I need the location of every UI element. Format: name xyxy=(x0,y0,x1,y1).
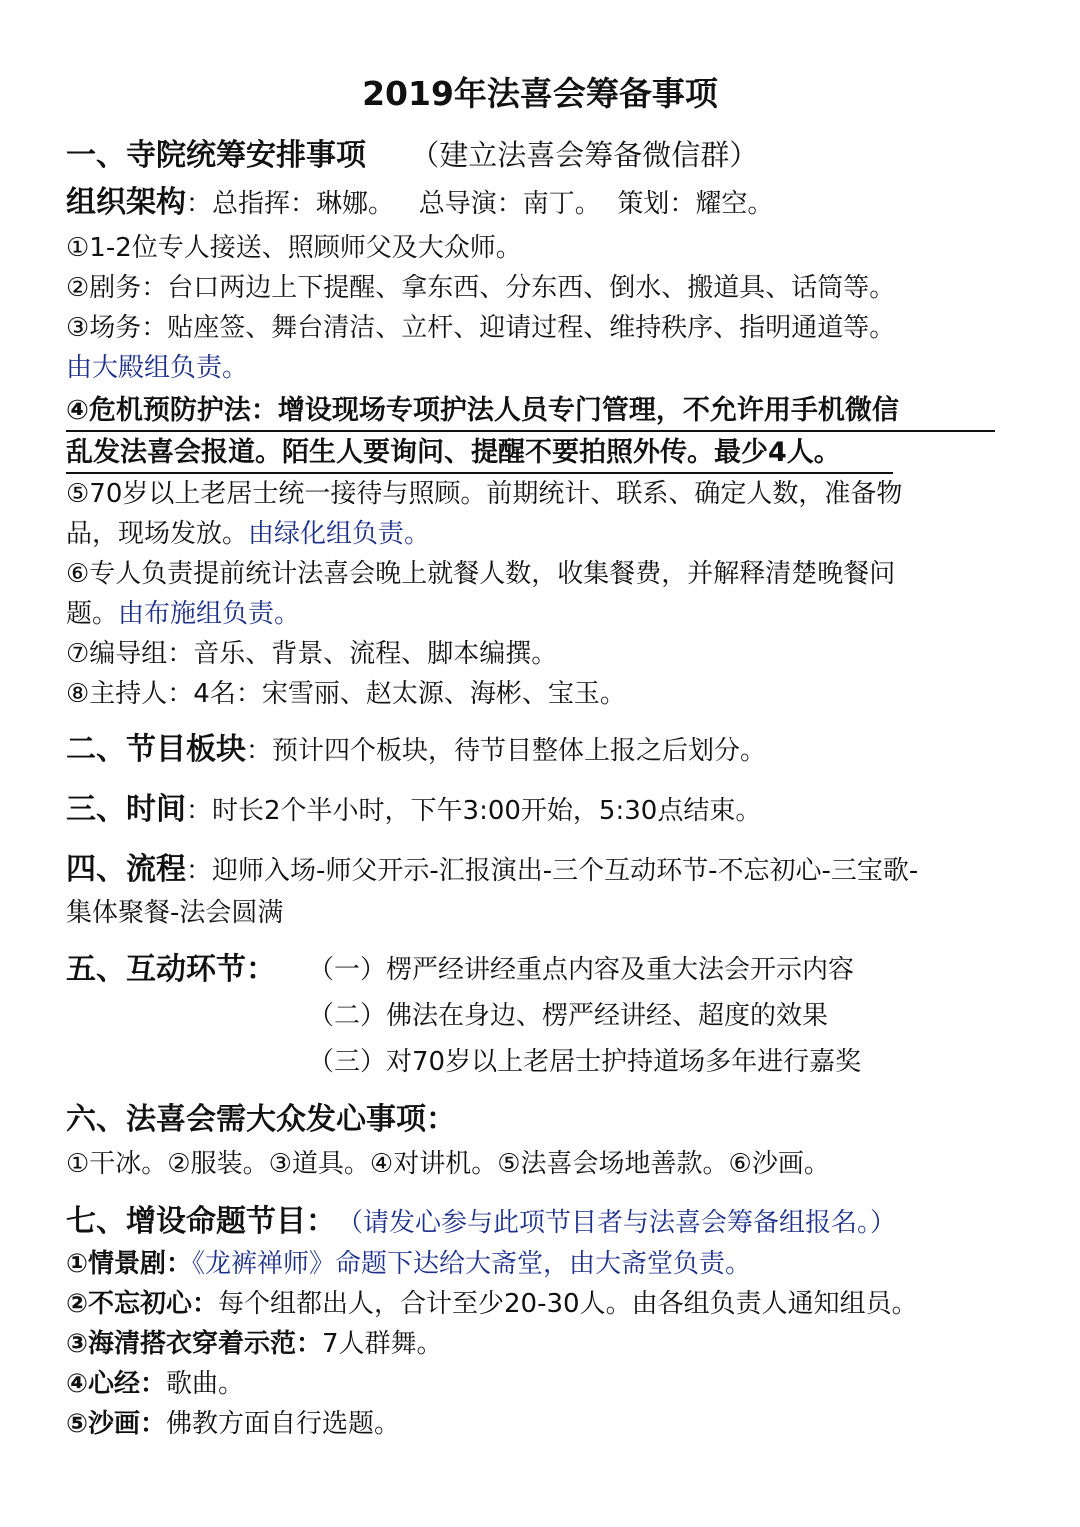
section-1-heading: 一、寺院统筹安排事项 xyxy=(66,138,366,173)
org-structure-text: ：总指挥：琳娜。 总导演：南丁。 策划：耀空。 xyxy=(186,189,774,219)
item-1-5-note: 由绿化组负责。 xyxy=(248,519,431,549)
section-7-item-2-label: ②不忘初心： xyxy=(66,1289,219,1319)
section-7-item-5-label: ⑤沙画： xyxy=(66,1409,167,1439)
section-7-item-4 xyxy=(66,1367,244,1401)
section-7-heading: 七、增设命题节目： xyxy=(66,1204,336,1239)
item-1-6-line2 xyxy=(66,597,300,631)
section-6-heading: 六、法喜会需大众发心事项： xyxy=(66,1102,456,1137)
item-1-5-line2 xyxy=(66,517,430,551)
item-1-5-line1: ⑤70岁以上老居士统一接待与照顾。前期统计、联系、确定人数，准备物 xyxy=(66,479,903,509)
section-7-item-3-label: ③海清搭衣穿着示范： xyxy=(66,1329,323,1359)
item-1-1: ①1-2位专人接送、照顾师父及大众师。 xyxy=(66,233,522,263)
org-structure-label: 组织架构 xyxy=(66,185,186,220)
section-7-item-5-text: 佛教方面自行选题。 xyxy=(166,1409,401,1439)
section-5-item-2: （二）佛法在身边、楞严经讲经、超度的效果 xyxy=(308,1001,829,1031)
section-7-item-1-label: ①情景剧： xyxy=(66,1249,193,1279)
section-7-item-5 xyxy=(66,1407,400,1441)
item-1-6-line2-text: 题。 xyxy=(66,599,119,629)
section-4-text-line1: ：迎师入场-师父开示-汇报演出-三个互动环节-不忘初心-三宝歌- xyxy=(186,856,919,886)
section-1-note: （建立法喜会筹备微信群） xyxy=(410,138,759,172)
section-4-text-line2: 集体聚餐-法会圆满 xyxy=(66,898,284,928)
section-7-item-3-text: 7人群舞。 xyxy=(322,1329,443,1359)
item-1-4-line1 xyxy=(66,394,995,432)
section-5-item-3: （三）对70岁以上老居士护持道场多年进行嘉奖 xyxy=(308,1047,862,1077)
section-7-item-1 xyxy=(66,1247,751,1281)
item-1-4-line2 xyxy=(66,436,893,474)
section-4-row xyxy=(66,853,918,888)
section-5-heading: 五、互动环节： xyxy=(66,952,276,987)
org-structure-row xyxy=(66,186,773,221)
item-1-6-line1: ⑥专人负责提前统计法喜会晚上就餐人数，收集餐费，并解释清楚晚餐问 xyxy=(66,559,896,589)
section-7-item-1-text: 《龙裤禅师》命题下达给大斋堂，由大斋堂负责。 xyxy=(192,1249,752,1279)
section-1-heading-row xyxy=(66,138,758,174)
item-1-4-line1-text: ④危机预防护法：增设现场专项护法人员专门管理，不允许用手机微信 xyxy=(66,394,995,432)
section-6-text: ①干冰。②服装。③道具。④对讲机。⑤法喜会场地善款。⑥沙画。 xyxy=(66,1149,830,1179)
item-1-8: ⑧主持人：4名：宋雪丽、赵太源、海彬、宝玉。 xyxy=(66,679,626,709)
item-1-5-line2-text: 品，现场发放。 xyxy=(66,519,249,549)
item-1-6-note: 由布施组负责。 xyxy=(118,599,301,629)
item-1-3-note: 由大殿组负责。 xyxy=(66,353,249,383)
section-7-note: （请发心参与此项节目者与法喜会筹备组报名。） xyxy=(350,1208,897,1238)
section-2-heading: 二、节目板块 xyxy=(66,732,246,767)
section-3-heading: 三、时间 xyxy=(66,792,186,827)
item-1-3: ③场务：贴座签、舞台清洁、立杆、迎请过程、维持秩序、指明通道等。 xyxy=(66,313,896,343)
document-title: 2019年法喜会筹备事项 xyxy=(362,74,718,113)
section-5-heading-row xyxy=(66,953,276,988)
section-2-row xyxy=(66,733,766,768)
section-6-heading-row xyxy=(66,1103,456,1138)
section-3-row xyxy=(66,793,761,828)
section-7-item-4-text: 歌曲。 xyxy=(166,1369,245,1399)
section-7-heading-row xyxy=(66,1205,896,1240)
section-7-item-4-label: ④心经： xyxy=(66,1369,167,1399)
section-7-item-2 xyxy=(66,1287,918,1321)
section-5-item-1: （一）楞严经讲经重点内容及重大法会开示内容 xyxy=(308,955,855,985)
section-2-text: ：预计四个板块，待节目整体上报之后划分。 xyxy=(246,736,767,766)
section-7-item-3 xyxy=(66,1327,443,1361)
item-1-2: ②剧务：台口两边上下提醒、拿东西、分东西、倒水、搬道具、话筒等。 xyxy=(66,273,896,303)
section-4-heading: 四、流程 xyxy=(66,852,186,887)
section-3-text: ：时长2个半小时，下午3:00开始，5:30点结束。 xyxy=(186,796,762,826)
item-1-4-line2-text: 乱发法喜会报道。陌生人要询问、提醒不要拍照外传。最少4人。 xyxy=(66,436,893,474)
item-1-7: ⑦编导组：音乐、背景、流程、脚本编撰。 xyxy=(66,639,558,669)
section-7-item-2-text: 每个组都出人，合计至少20-30人。由各组负责人通知组员。 xyxy=(218,1289,918,1319)
